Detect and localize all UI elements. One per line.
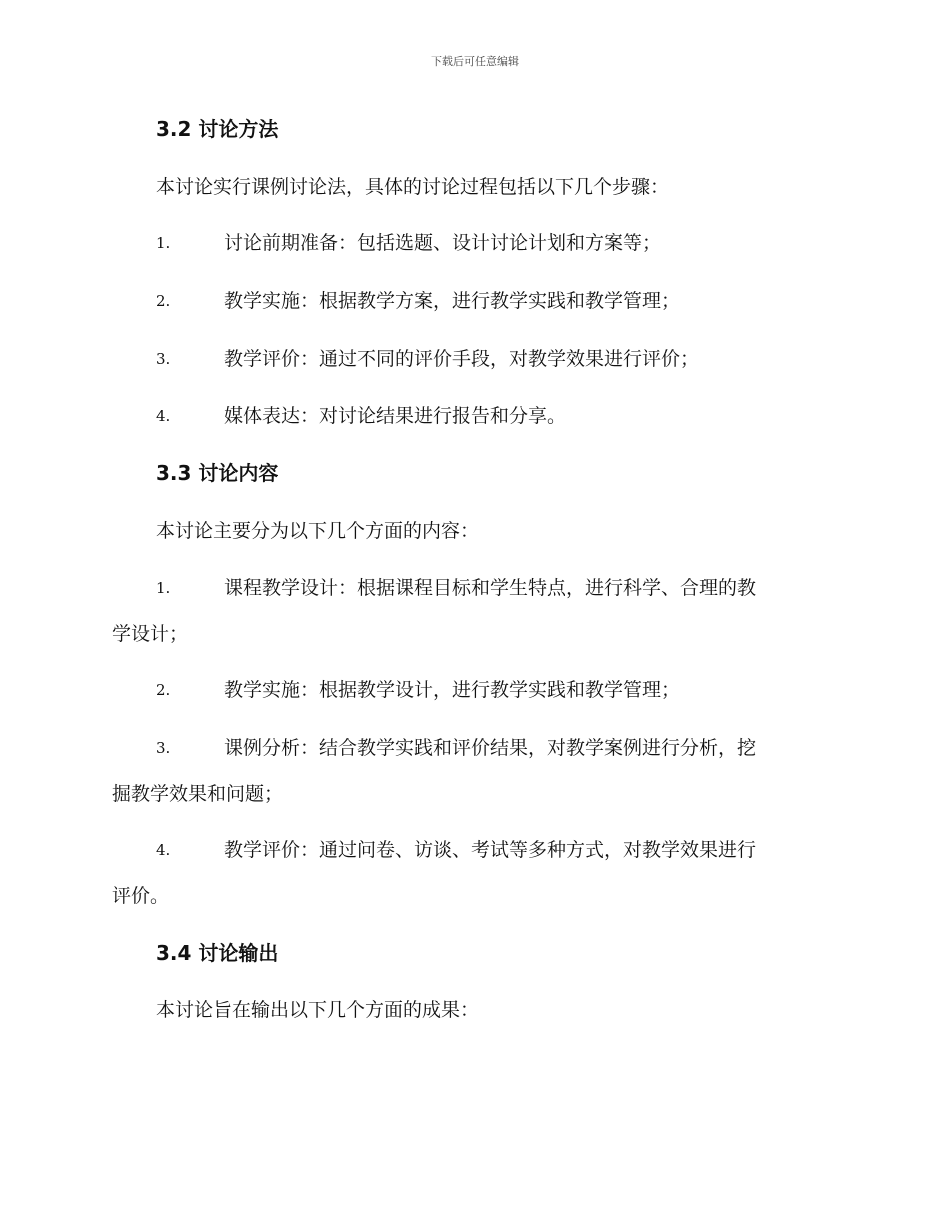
header-note: 下载后可任意编辑 xyxy=(431,55,519,68)
list-item xyxy=(112,278,834,324)
section-heading-3-3: 3.3 讨论内容 xyxy=(156,461,279,485)
list-item xyxy=(112,220,834,266)
list-item xyxy=(112,667,834,713)
section-intro-3-3: 本讨论主要分为以下几个方面的内容： xyxy=(156,520,480,542)
list-item-number: 3. xyxy=(156,739,171,757)
list-item-text: 课程教学设计：根据课程目标和学生特点，进行科学、合理的教 xyxy=(224,577,757,599)
list-item-number: 4. xyxy=(156,407,171,425)
list-item xyxy=(112,336,834,382)
section-intro-3-4: 本讨论旨在输出以下几个方面的成果： xyxy=(156,999,480,1021)
list-item-number: 4. xyxy=(156,841,171,859)
list-item xyxy=(112,393,834,439)
list-item-text: 教学实施：根据教学方案，进行教学实践和教学管理； xyxy=(224,290,681,312)
list-item-number: 3. xyxy=(156,350,171,368)
list-item xyxy=(112,565,834,657)
list-item xyxy=(112,725,834,817)
list-item xyxy=(112,827,834,919)
list-item-text-continued: 学设计； xyxy=(112,623,189,645)
section-intro-3-2: 本讨论实行课例讨论法，具体的讨论过程包括以下几个步骤： xyxy=(156,176,670,198)
list-item-text-continued: 掘教学效果和问题； xyxy=(112,783,284,805)
list-item-text: 课例分析：结合教学实践和评价结果，对教学案例进行分析，挖 xyxy=(224,737,757,759)
section-heading-3-4: 3.4 讨论输出 xyxy=(156,941,279,965)
list-item-number: 1. xyxy=(156,579,171,597)
section-heading-3-2: 3.2 讨论方法 xyxy=(156,117,279,141)
list-item-text: 教学评价：通过问卷、访谈、考试等多种方式，对教学效果进行 xyxy=(224,839,757,861)
list-item-number: 2. xyxy=(156,681,171,699)
list-item-text: 媒体表达：对讨论结果进行报告和分享。 xyxy=(224,405,567,427)
list-item-text: 教学评价：通过不同的评价手段，对教学效果进行评价； xyxy=(224,348,700,370)
list-item-number: 1. xyxy=(156,234,171,252)
list-item-text: 教学实施：根据教学设计，进行教学实践和教学管理； xyxy=(224,679,681,701)
list-item-number: 2. xyxy=(156,292,171,310)
list-item-text: 讨论前期准备：包括选题、设计讨论计划和方案等； xyxy=(224,232,662,254)
list-item-text-continued: 评价。 xyxy=(112,885,170,907)
